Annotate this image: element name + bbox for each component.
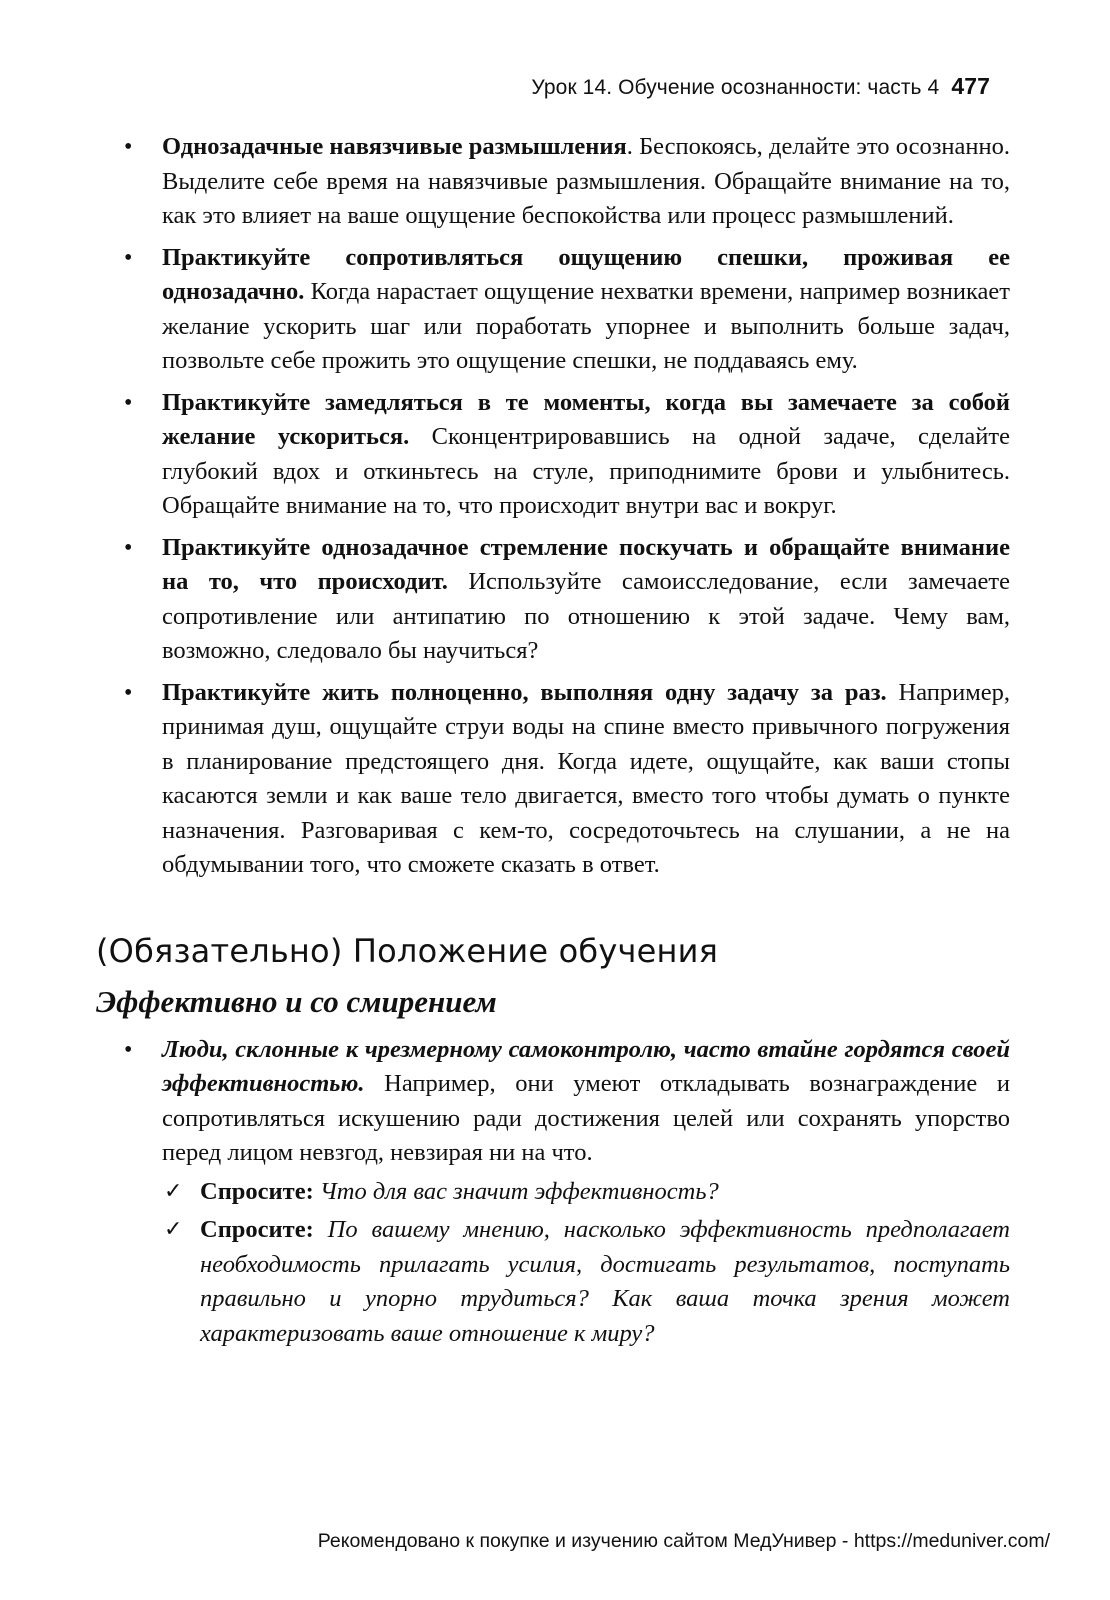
bullet-icon: • [124, 134, 133, 160]
section-title: (Обязательно) Положение обучения [96, 931, 719, 970]
bullet-icon: • [124, 534, 133, 561]
subsection-title: Эффективно и со смирением [96, 983, 497, 1019]
list-item [124, 1033, 1010, 1352]
page-content [96, 130, 1010, 1358]
running-header [531, 73, 990, 100]
page-number: 477 [951, 73, 990, 99]
item-lead: Однозадачные навязчивые размышления [162, 133, 627, 160]
item-lead: Практикуйте замедляться в те моменты, когда вы замечаете за собой желание ускориться. [162, 388, 1010, 450]
bullet-icon: • [124, 1036, 133, 1063]
item-text: Сконцентрировавшись на одной задаче, сделайте глубокий вдох и откиньтесь на стуле, приподнимите брови и улыбнитесь. Обращайте внимание на то, что происходит внутри вас и вокруг. [162, 423, 1010, 519]
running-title: Урок 14. Обучение осознанности: часть 4 [531, 76, 940, 99]
question-label: Спросите: [200, 1216, 314, 1243]
bullet-icon: • [124, 679, 133, 706]
question-label: Спросите: [200, 1177, 314, 1205]
bullet-icon: • [124, 244, 133, 271]
footer-note: Рекомендовано к покупке и изучению сайтом МедУнивер - https://meduniver.com/ [317, 1530, 1050, 1552]
checkmark-icon: ✓ [164, 1178, 183, 1204]
item-text: Например, принимая душ, ощущайте струи воды на спине вместо привычного погружения в планирование предстоящего дня. Когда идете, ощущайте, как ваши стопы касаются земли и как ваше тело двигается, вместо того чтобы думать о пункте назначения. Разговаривая с кем-то, сосредоточьтесь на слушании, а не на обдумывании того, что сможете сказать в ответ. [162, 678, 1010, 878]
item-lead: Практикуйте жить полноценно, выполняя одну задачу за раз. [162, 678, 887, 706]
bullet-icon: • [124, 389, 133, 416]
list-item [124, 241, 1010, 379]
list-item [124, 531, 1010, 669]
list-item [124, 130, 1010, 234]
item-text: . Беспокоясь, делайте это осознанно. Выделите себе время на навязчивые размышления. Обращайте внимание на то, как это влияет на ваше ощущение беспокойства или процесс размышлений. [162, 133, 1010, 229]
tips-list [124, 130, 1010, 883]
question-item [162, 1213, 1010, 1351]
item-lead: Практикуйте сопротивляться ощущению спешки, проживая ее однозадачно. [162, 243, 1010, 305]
item-lead: Люди, склонные к чрезмерному самоконтролю, часто втайне гордятся своей эффективностью. [162, 1035, 1010, 1097]
item-lead: Практикуйте однозадачное стремление поскучать и обращайте внимание на то, что происходит. [162, 533, 1010, 595]
item-text: Используйте самоисследование, если замечаете сопротивление или антипатию по отношению к этой задаче. Чему вам, возможно, следовало бы научиться? [162, 568, 1010, 664]
question-item [162, 1175, 1010, 1210]
item-text: Когда нарастает ощущение нехватки времени, например возникает желание ускорить шаг или поработать упорнее и выполнить больше задач, позвольте себе прожить это ощущение спешки, не поддаваясь ему. [162, 278, 1010, 374]
section-list [124, 1033, 1010, 1352]
question-text: Что для вас значит эффективность? [313, 1177, 719, 1205]
list-item [124, 386, 1010, 524]
checkmark-icon: ✓ [164, 1217, 183, 1242]
list-item [124, 676, 1010, 883]
question-text: По вашему мнению, насколько эффективность предполагает необходимость прилагать усилия, достигать результатов, поступать правильно и упорно трудиться? Как ваша точка зрения может характеризовать ваше отношение к миру? [200, 1216, 1010, 1347]
questions-list [162, 1175, 1010, 1352]
item-text: Например, они умеют откладывать вознаграждение и сопротивляться искушению ради достижения целей или сохранять упорство перед лицом невзгод, невзирая ни на что. [162, 1070, 1010, 1166]
